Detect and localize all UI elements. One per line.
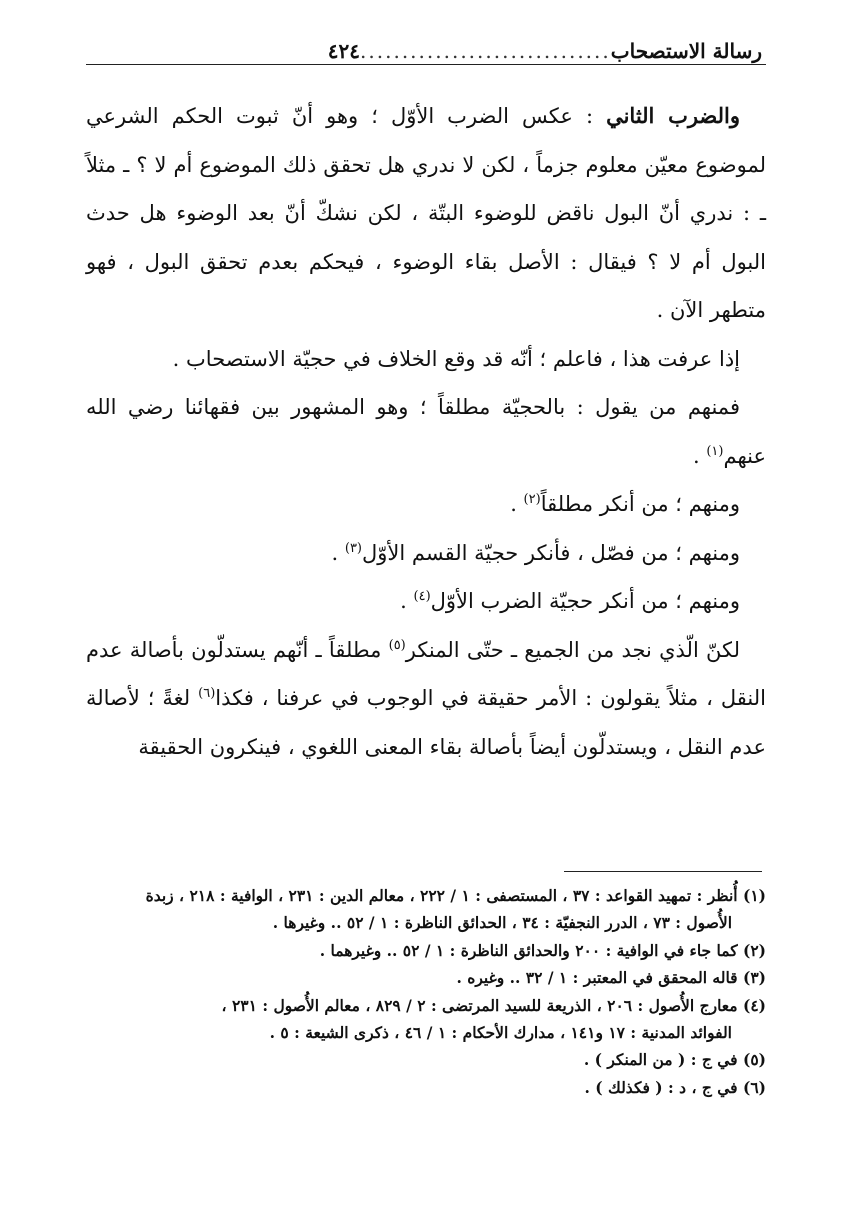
paragraph-text: : عكس الضرب الأوّل ؛ وهو أنّ ثبوت الحكم الشرعي لموضوع معيّن معلوم جزماً ، لكن لا ندري هل تحقق ذلك الموضوع أم لا ؟ ـ مثلاً ـ : ندري أنّ البول ناقض للوضوء البتّة ، لكن نشكّ أنّ بعد الوضوء هل حدث البول أم لا ؟ فيقال : الأصل بقاء الوضوء ، فيحكم بعدم تحقق البول ، فهو متطهر الآن .	[86, 104, 766, 322]
footnote-marker-6[interactable]: (٦)	[198, 686, 216, 701]
paragraph-second-type	[86, 92, 766, 335]
paragraph-text: مطلقاً ـ أنّهم يستدلّون بأصالة عدم النقل ، مثلاً يقولون : الأمر حقيقة في الوجوب في عرفنا ، فكذا	[86, 637, 766, 710]
footnote-4-continued: الفوائد المدنية : ١٧ و١٤١ ، مدارك الأحكام : ١ / ٤٦ ، ذكرى الشيعة : ٥ .	[269, 1023, 732, 1043]
footnote-2: (٢) كما جاء في الوافية : ٢٠٠ والحدائق الناظرة : ١ / ٥٢ .. وغيرهما .	[319, 940, 766, 960]
paragraph-opinion-3	[86, 529, 766, 578]
footnote-marker-2[interactable]: (٢)	[523, 492, 541, 507]
running-header-title: رسالة الاستصحاب	[610, 39, 762, 63]
footnote-marker-4[interactable]: (٤)	[413, 589, 431, 604]
paragraph-opinion-4	[86, 577, 766, 626]
paragraph-text: إذا عرفت هذا ، فاعلم ؛ أنّه قد وقع الخلاف في حجيّة الاستصحاب .	[172, 346, 740, 371]
footnote-4: (٤) معارج الأُصول : ٢٠٦ ، الذريعة للسيد المرتضى : ٢ / ٨٢٩ ، معالم الأُصول : ٢٣١ ،	[221, 995, 766, 1015]
paragraph-text: ومنهم ؛ من أنكر مطلقاً	[540, 492, 740, 516]
footnote-separator	[564, 871, 762, 872]
paragraph-opinion-2	[86, 480, 766, 529]
paragraph-lead-bold: والضرب الثاني	[606, 103, 741, 128]
footnote-marker-1[interactable]: (١)	[706, 443, 724, 459]
footnotes	[86, 882, 766, 1101]
footnote-3: (٣) قاله المحقق في المعتبر : ١ / ٣٢ .. وغيره .	[456, 968, 766, 988]
paragraph-text: فمنهم من يقول : بالحجيّة مطلقاً ؛ وهو المشهور بين فقهائنا رضي الله عنهم	[86, 395, 766, 468]
paragraph-text: .	[692, 443, 707, 468]
running-header-leader-dots: ..............................	[360, 39, 611, 63]
paragraph-text: ومنهم ؛ من أنكر حجيّة الضرب الأوّل	[430, 589, 740, 613]
footnote-1-continued: الأُصول : ٧٣ ، الدرر النجفيّة : ٣٤ ، الحدائق الناظرة : ١ / ٥٢ .. وغيرها .	[272, 913, 732, 933]
footnote-1: (١) أُنظر : تمهيد القواعد : ٣٧ ، المستصفى : ١ / ٢٢٢ ، معالم الدين : ٢٣١ ، الوافية : ٢١٨ ، زبدة	[145, 886, 766, 905]
paragraph-text: لكنّ الّذي نجد من الجميع ـ حتّى المنكر	[405, 637, 740, 662]
running-header	[86, 28, 766, 65]
footnote-marker-3[interactable]: (٣)	[344, 540, 362, 556]
paragraph-text: لغةً ؛ لأصالة عدم النقل ، ويستدلّون أيضاً بأصالة بقاء المعنى اللغوي ، فينكرون الحقيقة	[86, 686, 766, 759]
footnote-6: (٦) في ج ، د : ( فكذلك ) .	[584, 1077, 766, 1097]
footnote-5: (٥) في ج : ( من المنكر ) .	[583, 1050, 766, 1070]
paragraph-text: .	[331, 540, 345, 565]
paragraph-opinion-1	[86, 383, 766, 480]
paragraph-text: .	[400, 589, 414, 613]
paragraph-text: .	[510, 492, 524, 516]
paragraph-common-practice	[86, 626, 766, 772]
paragraph-text: ومنهم ؛ من فصّل ، فأنكر حجيّة القسم الأوّل	[362, 540, 740, 565]
main-text	[86, 92, 766, 771]
footnote-marker-5[interactable]: (٥)	[388, 637, 406, 653]
page-number: ٤٢٤	[327, 39, 361, 63]
paragraph-disagreement	[86, 335, 766, 384]
